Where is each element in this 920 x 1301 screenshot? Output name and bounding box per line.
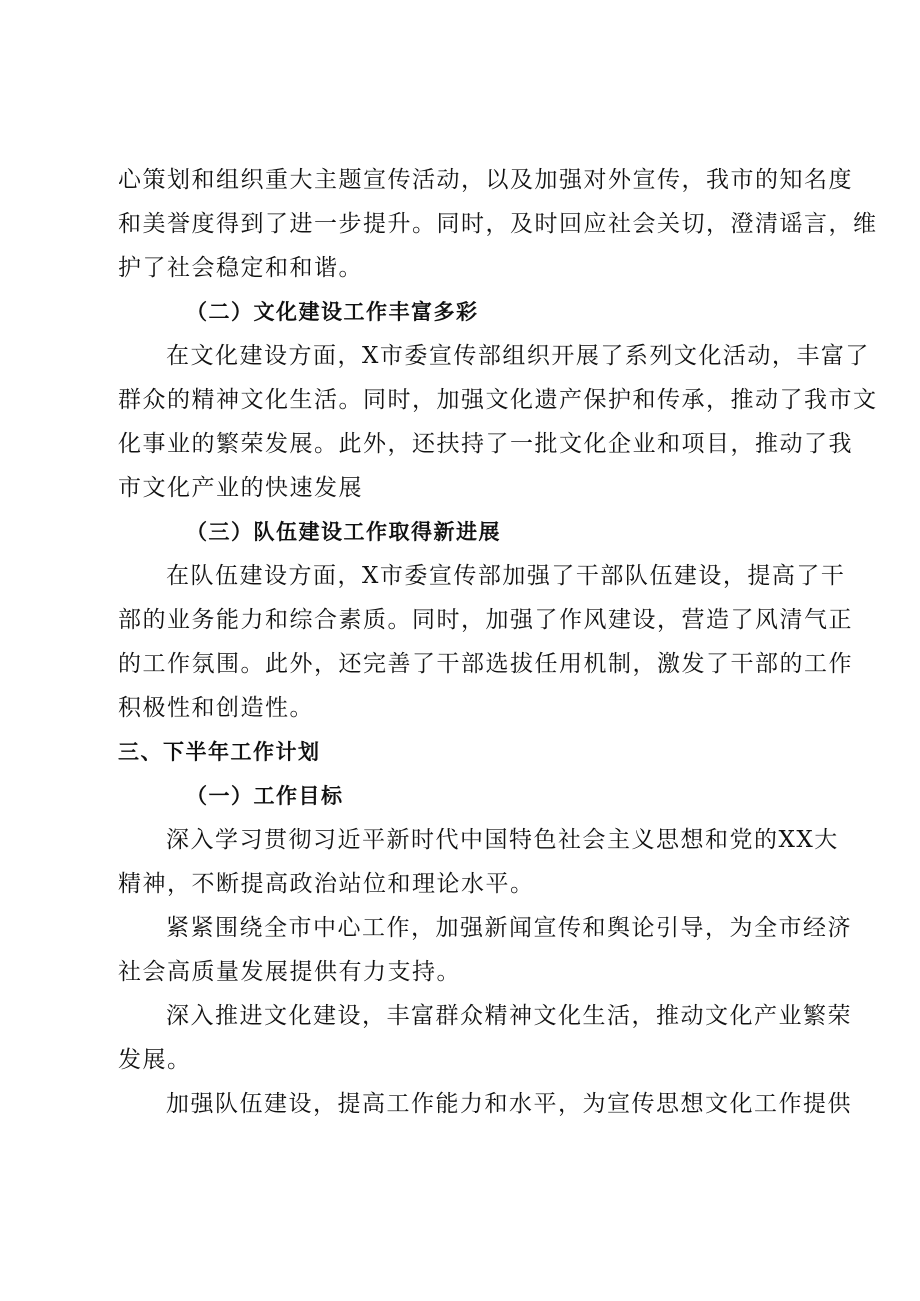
- paragraph-first-line: 深入学习贯彻习近平新时代中国特色社会主义思想和党的XX大: [166, 827, 839, 853]
- paragraph-first-line: 在文化建设方面，X市委宣传部组织开展了系列文化活动，丰富了: [166, 343, 870, 369]
- body-line: 护了社会稳定和和谐。: [118, 255, 363, 281]
- section-subheading: （二）文化建设工作丰富多彩: [186, 300, 479, 324]
- paragraph-first-line: 深入推进文化建设，丰富群众精神文化生活，推动文化产业繁荣: [166, 1003, 852, 1029]
- paragraph-first-line: 在队伍建设方面，X市委宣传部加强了干部队伍建设，提高了干: [166, 563, 846, 589]
- section-heading: 三、下半年工作计划: [118, 740, 321, 764]
- paragraph-first-line: 紧紧围绕全市中心工作，加强新闻宣传和舆论引导，为全市经济: [166, 915, 852, 941]
- section-subheading: （一）工作目标: [186, 784, 344, 808]
- body-line: 化事业的繁荣发展。此外，还扶持了一批文化企业和项目，推动了我: [118, 431, 853, 457]
- body-line: 积极性和创造性。: [118, 695, 314, 721]
- document-body: [118, 158, 878, 1126]
- body-line: 群众的精神文化生活。同时，加强文化遗产保护和传承，推动了我市文: [118, 387, 878, 413]
- body-line: 发展。: [118, 1047, 192, 1073]
- body-line: 和美誉度得到了进一步提升。同时，及时回应社会关切，澄清谣言，维: [118, 211, 878, 237]
- section-subheading: （三）队伍建设工作取得新进展: [186, 520, 501, 544]
- body-line: 心策划和组织重大主题宣传活动，以及加强对外宣传，我市的知名度: [118, 167, 853, 193]
- paragraph-first-line: 加强队伍建设，提高工作能力和水平，为宣传思想文化工作提供: [166, 1091, 852, 1117]
- body-line: 的工作氛围。此外，还完善了干部选拔任用机制，激发了干部的工作: [118, 651, 853, 677]
- body-line: 社会高质量发展提供有力支持。: [118, 959, 461, 985]
- body-line: 精神，不断提高政治站位和理论水平。: [118, 871, 535, 897]
- body-line: 市文化产业的快速发展: [118, 475, 363, 501]
- body-line: 部的业务能力和综合素质。同时，加强了作风建设，营造了风清气正: [118, 607, 853, 633]
